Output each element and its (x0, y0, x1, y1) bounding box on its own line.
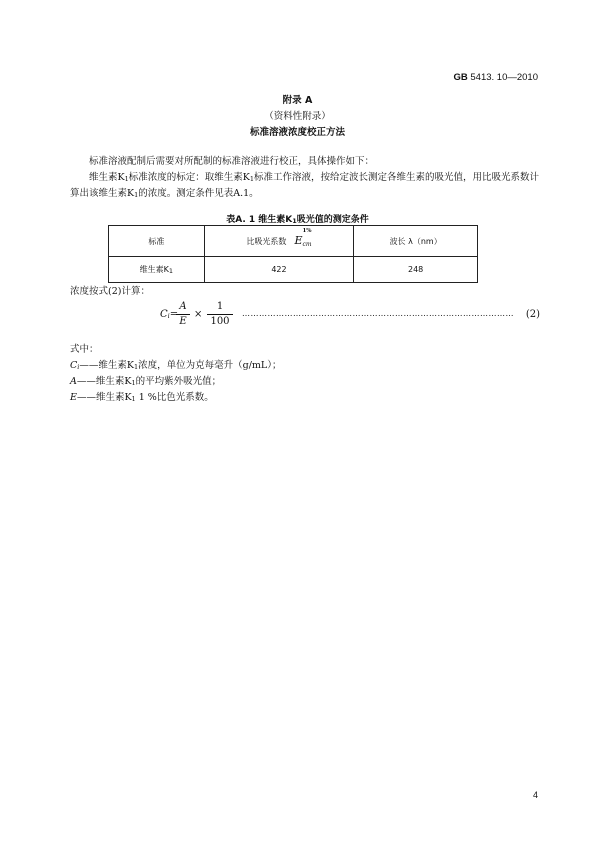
equation-number: (2) (525, 309, 540, 320)
standard-prefix: GB (453, 72, 468, 83)
definition-a: A——维生素$K_1$的平均紫外吸光值； (70, 376, 222, 387)
table-row (109, 257, 478, 283)
cell-coefficient: 422 (204, 257, 354, 283)
formula-lhs: $C_i=$ (160, 309, 179, 320)
fraction-a-over-e: A E (176, 300, 190, 329)
fraction-one-over-hundred: 1 100 (207, 300, 233, 329)
cell-name: 维生素$K_1$ (109, 257, 205, 283)
cell-wavelength: 248 (354, 257, 478, 283)
definition-c: $C_i——$维生素$K_1$浓度，单位为克每毫升（g/mL）； (70, 360, 282, 371)
header-wavelength: 波长 λ（nm） (354, 226, 478, 257)
header-standard: 标准 (109, 226, 205, 257)
appendix-title: 附录 A (282, 95, 313, 106)
table-header-row (109, 226, 478, 257)
where-label: 式中： (70, 344, 99, 355)
times-sign: × (194, 309, 203, 320)
definition-e: E——维生素$K_1$ 1 %比色光系数。 (70, 392, 214, 403)
paragraph-intro: 标准溶液配制后需要对所配制的标准溶液进行校正，具体操作如下： (89, 156, 375, 167)
conditions-table (108, 225, 478, 283)
paragraph-calibration: 维生素$K_1$标准浓度的标定：取维生素$K_1$标准工作溶液，按给定波长测定各维生素的吸光值，用比吸光系数计算出该维生素$K_1$的浓度。测定条件见表A.1。 (70, 172, 540, 199)
leader-dots: …………………………………………………………………………………… (242, 309, 514, 318)
standard-code (453, 72, 538, 83)
standard-number: 5413. 10—2010 (467, 72, 538, 83)
table-caption: 表A. 1 维生素$K_1$吸光值的测定条件 (226, 215, 369, 225)
page-number: 4 (532, 790, 538, 800)
e-symbol: E 1% cm (294, 228, 312, 248)
formula-intro: 浓度按式(2)计算： (70, 286, 150, 297)
appendix-heading: 标准溶液浓度校正方法 (249, 127, 345, 138)
formula (160, 298, 540, 332)
appendix-subtitle: （资料性附录） (264, 111, 331, 122)
header-coefficient: 比吸光系数 E 1% cm (204, 226, 354, 257)
